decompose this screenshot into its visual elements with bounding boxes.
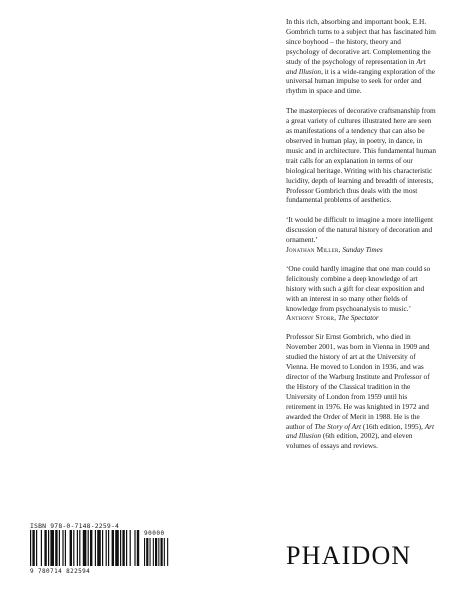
bio-text: (16th edition, 1995), [361, 421, 425, 431]
quote-author: Anthony Storr, [286, 313, 337, 323]
isbn-barcode [30, 522, 180, 575]
isbn-number: ISBN 978-0-7148-2259-4 [30, 522, 120, 530]
bio-text: (6th edition, 2002), and eleven volumes of essays and reviews. [286, 431, 413, 451]
quote-author: Jonathan Miller, [286, 245, 341, 255]
book-title-reference: Art and Illusion [286, 56, 426, 76]
author-biography [286, 332, 436, 451]
barcode-digits: 9 780714 822594 [30, 568, 91, 575]
quote-text: ‘It would be difficult to imagine a more intelligent discussion of the natural history of decoration and ornament.’ [286, 215, 433, 245]
review-quote-2 [286, 264, 436, 323]
review-quote-1 [286, 215, 436, 255]
publisher-logo: PHAIDON [286, 541, 412, 570]
quote-source: The Spectator [337, 313, 379, 323]
barcode-addon-digits: 90000 [144, 530, 165, 537]
quote-text: ‘One could hardly imagine that one man could so felicitously combine a deep knowledge of art history with such a gift for clear exposition and with an interest in so many other fields of knowledge from psychoanalysis to music.’ [286, 263, 431, 313]
blurb-text [286, 17, 436, 461]
quote-source: Sunday Times [342, 245, 383, 255]
description-paragraph-1 [286, 17, 436, 96]
book-title-reference: Art and Illusion [286, 421, 435, 441]
description-text: , it is a wide-ranging exploration of the universal human impulse to seek for order and rhythm in space and time. [286, 66, 435, 96]
description-paragraph-2: The masterpieces of decorative craftsmanship from a great variety of cultures illustrated here are seen as manifestations of a tendency that can also be observed in human play, in poetry, in dance, in music and in architecture. This fundamental human trait calls for an explanation in terms of our biological heritage. Writing with his characteristic lucidity, depth of learning and breadth of interests, Professor Gombrich thus deals with the most fundamental problems of aesthetics. [286, 106, 437, 205]
description-text: In this rich, absorbing and important book, E.H. Gombrich turns to a subject that has fascinated him since boyhood – the history, theory and psychology of decorative art. Complementing the study of the psychology of representation in [286, 17, 436, 66]
bio-text: Professor Sir Ernst Gombrich, who died in November 2001, was born in Vienna in 1909 and studied the history of art at the University of Vienna. He moved to London in 1936, and was director of the Warburg Institute and Professor of the History of the Classical tradition in the University of London from 1959 until his retirement in 1976. He was knighted in 1972 and awarded the Order of Merit in 1988. He is the author of [286, 332, 430, 431]
book-title-reference: The Story of Art [314, 421, 362, 431]
